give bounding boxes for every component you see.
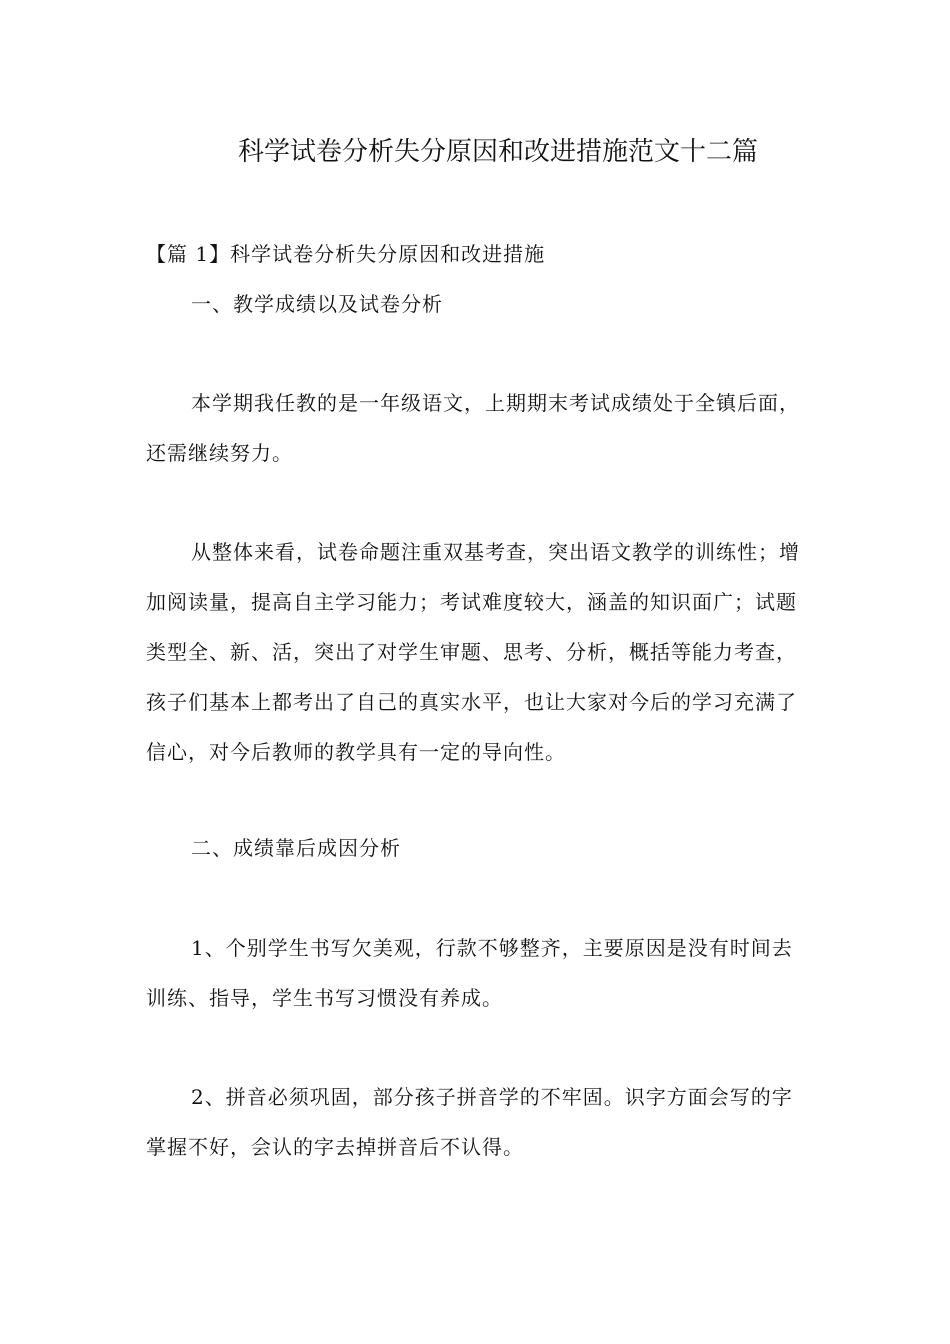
document-title: 科学试卷分析失分原因和改进措施范文十二篇 (237, 137, 758, 167)
section-heading-2: 二、成绩靠后成因分析 (191, 836, 401, 860)
section-heading-1: 一、教学成绩以及试卷分析 (191, 292, 443, 316)
chapter-heading: 【篇 1】科学试卷分析失分原因和改进措施 (146, 242, 546, 266)
list-item-2: 2、拼音必须巩固，部分孩子拼音学的不牢固。识字方面会写的字掌握不好，会认的字去掉拼音后不认得。 (146, 1085, 793, 1159)
paragraph-2: 从整体来看，试卷命题注重双基考查，突出语文教学的训练性；增加阅读量，提高自主学习能力；考试难度较大，涵盖的知识面广；试题类型全、新、活，突出了对学生审题、思考、分析，概括等能力考查，孩子们基本上都考出了自己的真实水平，也让大家对今后的学习充满了信心，对今后教师的教学具有一定的导向性。 (146, 540, 800, 764)
list-item-1: 1、个别学生书写欠美观，行款不够整齐，主要原因是没有时间去训练、指导，学生书写习惯没有养成。 (146, 936, 793, 1010)
paragraph-1: 本学期我任教的是一年级语文，上期期末考试成绩处于全镇后面，还需继续努力。 (146, 391, 800, 465)
